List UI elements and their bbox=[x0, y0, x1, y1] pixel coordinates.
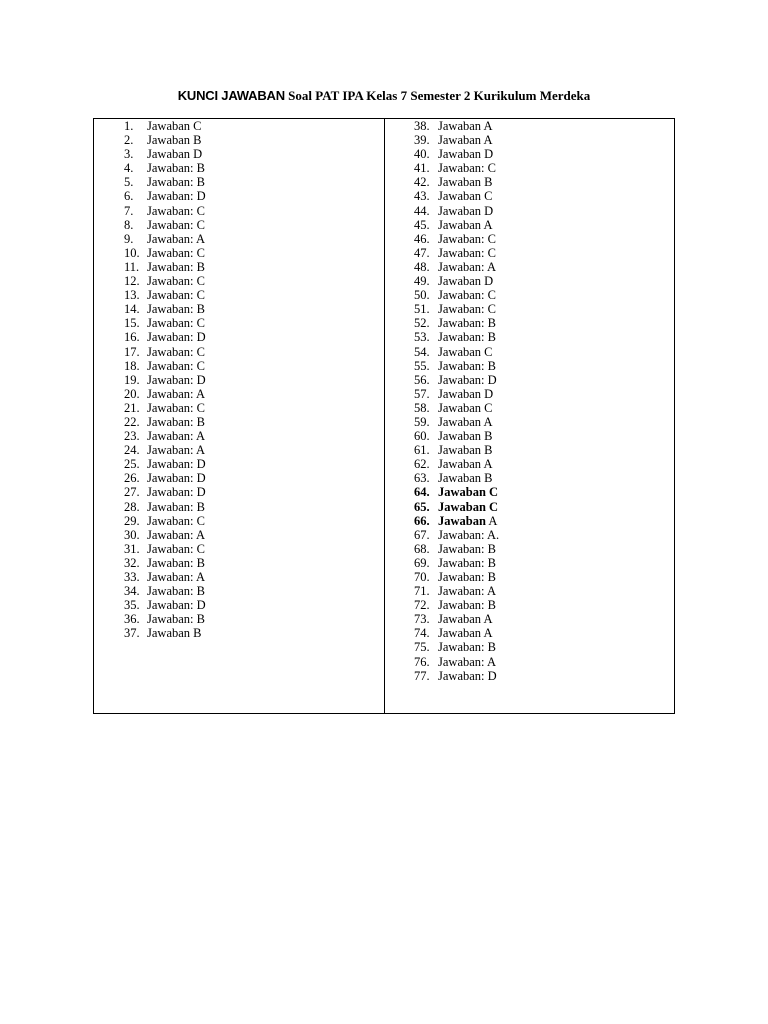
answer-text: Jawaban: B bbox=[438, 330, 496, 345]
answer-number: 60. bbox=[414, 429, 430, 444]
answer-number: 18. bbox=[124, 358, 140, 373]
answer-text: Jawaban C bbox=[438, 400, 493, 415]
answer-number: 77. bbox=[414, 668, 430, 683]
answer-text: Jawaban: C bbox=[147, 288, 205, 303]
answer-text: Jawaban: D bbox=[147, 372, 206, 387]
answer-text: Jawaban: B bbox=[147, 259, 205, 274]
answer-number: 64. bbox=[414, 485, 430, 500]
answer-text: Jawaban A bbox=[438, 119, 493, 133]
answer-number: 75. bbox=[414, 640, 430, 655]
answer-number: 46. bbox=[414, 231, 430, 246]
answer-text: Jawaban C bbox=[438, 499, 499, 514]
answer-number: 40. bbox=[414, 147, 430, 162]
answer-text: Jawaban: D bbox=[147, 598, 206, 613]
answer-number: 5. bbox=[124, 175, 134, 190]
answer-text: Jawaban: C bbox=[147, 400, 205, 415]
answer-number: 25. bbox=[124, 457, 140, 472]
answer-number: 41. bbox=[414, 161, 430, 176]
answer-text: Jawaban D bbox=[438, 147, 494, 162]
page-title bbox=[0, 88, 768, 104]
answer-text: Jawaban B bbox=[438, 175, 493, 190]
answer-text: Jawaban D bbox=[438, 386, 494, 401]
answer-text: Jawaban A bbox=[438, 626, 493, 641]
answer-number: 57. bbox=[414, 386, 430, 401]
answer-text: Jawaban A bbox=[438, 612, 493, 627]
answer-number: 23. bbox=[124, 429, 140, 444]
answer-text: Jawaban: C bbox=[147, 217, 205, 232]
answer-number: 2. bbox=[124, 133, 134, 148]
answer-number: 47. bbox=[414, 245, 430, 260]
answer-number: 34. bbox=[124, 584, 140, 599]
answer-text: Jawaban D bbox=[438, 203, 494, 218]
answer-number: 26. bbox=[124, 471, 140, 486]
answer-number: 61. bbox=[414, 443, 430, 458]
answer-number: 14. bbox=[124, 302, 140, 317]
answer-number: 73. bbox=[414, 612, 430, 627]
answer-text-bold: Jawaban bbox=[438, 513, 486, 528]
answer-text: Jawaban: A bbox=[438, 584, 496, 599]
answer-number: 55. bbox=[414, 358, 430, 373]
page-title-key: KUNCI JAWABAN bbox=[177, 88, 285, 103]
answer-number: 29. bbox=[124, 513, 140, 528]
answer-text: Jawaban: C bbox=[147, 245, 205, 260]
answer-text: Jawaban B bbox=[438, 471, 493, 486]
answer-text: Jawaban: B bbox=[438, 555, 496, 570]
answer-number: 53. bbox=[414, 330, 430, 345]
answer-number: 58. bbox=[414, 400, 430, 415]
answer-text: Jawaban: A. bbox=[438, 527, 500, 542]
answer-number: 72. bbox=[414, 598, 430, 613]
answer-number: 76. bbox=[414, 654, 430, 669]
answer-number: 50. bbox=[414, 288, 430, 303]
answer-number: 63. bbox=[414, 471, 430, 486]
answer-number: 3. bbox=[124, 147, 134, 162]
answer-text: Jawaban: C bbox=[438, 302, 496, 317]
answer-number: 38. bbox=[414, 119, 430, 133]
answer-number: 9. bbox=[124, 231, 134, 246]
answer-text: Jawaban A bbox=[438, 457, 493, 472]
answer-number: 11. bbox=[124, 259, 140, 274]
answer-number: 6. bbox=[124, 189, 134, 204]
answer-text: Jawaban A bbox=[438, 133, 493, 148]
answer-number: 30. bbox=[124, 527, 140, 542]
answer-number: 66. bbox=[414, 513, 430, 528]
answer-text-rest: A bbox=[485, 513, 498, 528]
answer-text: Jawaban: B bbox=[147, 612, 205, 627]
answer-text bbox=[438, 514, 497, 528]
answer-number: 10. bbox=[124, 245, 140, 260]
answer-number: 20. bbox=[124, 386, 140, 401]
answer-text: Jawaban: A bbox=[438, 259, 496, 274]
answer-text: Jawaban C bbox=[438, 485, 499, 500]
answer-number: 69. bbox=[414, 555, 430, 570]
answer-text: Jawaban: C bbox=[438, 245, 496, 260]
answer-text: Jawaban: B bbox=[147, 555, 205, 570]
answer-text: Jawaban C bbox=[438, 344, 493, 359]
answer-text: Jawaban: B bbox=[438, 640, 496, 655]
answer-number: 48. bbox=[414, 259, 430, 274]
answer-text: Jawaban B bbox=[147, 133, 202, 148]
answer-text: Jawaban: B bbox=[147, 302, 205, 317]
answer-text: Jawaban B bbox=[438, 443, 493, 458]
answer-text: Jawaban: D bbox=[147, 330, 206, 345]
answer-text: Jawaban A bbox=[438, 217, 493, 232]
answer-text: Jawaban: D bbox=[147, 189, 206, 204]
answer-number: 45. bbox=[414, 217, 430, 232]
answer-number: 37. bbox=[124, 626, 140, 641]
answer-number: 65. bbox=[414, 499, 430, 514]
answer-number: 36. bbox=[124, 612, 140, 627]
answer-text: Jawaban: C bbox=[147, 344, 205, 359]
answer-text: Jawaban: B bbox=[438, 598, 496, 613]
answer-text: Jawaban: B bbox=[147, 414, 205, 429]
answer-number: 4. bbox=[124, 161, 134, 176]
answer-number: 7. bbox=[124, 203, 134, 218]
answer-number: 74. bbox=[414, 626, 430, 641]
answer-text: Jawaban: C bbox=[147, 541, 205, 556]
answer-text: Jawaban: D bbox=[147, 471, 206, 486]
answer-number: 62. bbox=[414, 457, 430, 472]
answer-text: Jawaban: D bbox=[147, 457, 206, 472]
answer-key-table bbox=[93, 118, 675, 714]
answer-text: Jawaban: B bbox=[147, 175, 205, 190]
answer-number: 12. bbox=[124, 274, 140, 289]
answer-text: Jawaban C bbox=[147, 119, 202, 133]
answer-text: Jawaban: A bbox=[147, 386, 205, 401]
answer-text: Jawaban C bbox=[438, 189, 493, 204]
answer-number: 42. bbox=[414, 175, 430, 190]
answer-text: Jawaban: C bbox=[438, 161, 496, 176]
answer-text: Jawaban: C bbox=[147, 203, 205, 218]
answer-text: Jawaban A bbox=[438, 414, 493, 429]
answer-text: Jawaban: B bbox=[438, 570, 496, 584]
answer-text: Jawaban D bbox=[438, 274, 494, 289]
answer-text: Jawaban: C bbox=[147, 513, 205, 528]
answer-number: 35. bbox=[124, 598, 140, 613]
answer-number: 24. bbox=[124, 443, 140, 458]
answer-text: Jawaban B bbox=[147, 626, 202, 641]
answer-number: 31. bbox=[124, 541, 140, 556]
answer-number: 16. bbox=[124, 330, 140, 345]
answer-number: 33. bbox=[124, 570, 140, 584]
answer-number: 21. bbox=[124, 400, 140, 415]
answer-text: Jawaban B bbox=[438, 429, 493, 444]
answer-text: Jawaban: B bbox=[438, 358, 496, 373]
answer-text: Jawaban: A bbox=[147, 527, 205, 542]
answer-number: 19. bbox=[124, 372, 140, 387]
answer-number: 1. bbox=[124, 119, 134, 133]
answer-number: 28. bbox=[124, 499, 140, 514]
answer-text: Jawaban: C bbox=[147, 316, 205, 331]
answer-text: Jawaban: B bbox=[147, 499, 205, 514]
answer-number: 71. bbox=[414, 584, 430, 599]
answer-number: 17. bbox=[124, 344, 140, 359]
page-title-rest: Soal PAT IPA Kelas 7 Semester 2 Kurikulum Merdeka bbox=[284, 88, 591, 103]
answer-column-right bbox=[385, 119, 674, 713]
answer-text: Jawaban: D bbox=[147, 485, 206, 500]
answer-number: 70. bbox=[414, 570, 430, 584]
answer-number: 68. bbox=[414, 541, 430, 556]
answer-number: 56. bbox=[414, 372, 430, 387]
answer-number: 8. bbox=[124, 217, 134, 232]
answer-text: Jawaban: D bbox=[438, 372, 497, 387]
answer-number: 54. bbox=[414, 344, 430, 359]
answer-text: Jawaban: D bbox=[438, 668, 497, 683]
answer-text: Jawaban: B bbox=[438, 541, 496, 556]
answer-text: Jawaban D bbox=[147, 147, 203, 162]
answer-number: 49. bbox=[414, 274, 430, 289]
answer-text: Jawaban: B bbox=[438, 316, 496, 331]
answer-text: Jawaban: A bbox=[147, 570, 205, 584]
answer-number: 39. bbox=[414, 133, 430, 148]
answer-text: Jawaban: A bbox=[438, 654, 496, 669]
answer-text: Jawaban: C bbox=[438, 231, 496, 246]
answer-text: Jawaban: B bbox=[147, 584, 205, 599]
answer-number: 15. bbox=[124, 316, 140, 331]
answer-column-left bbox=[94, 119, 385, 713]
answer-text: Jawaban: C bbox=[438, 288, 496, 303]
answer-text: Jawaban: B bbox=[147, 161, 205, 176]
answer-number: 52. bbox=[414, 316, 430, 331]
answer-text: Jawaban: C bbox=[147, 358, 205, 373]
answer-number: 44. bbox=[414, 203, 430, 218]
answer-text: Jawaban: A bbox=[147, 443, 205, 458]
answer-text: Jawaban: C bbox=[147, 274, 205, 289]
answer-number: 27. bbox=[124, 485, 140, 500]
answer-number: 67. bbox=[414, 527, 430, 542]
answer-number: 22. bbox=[124, 414, 140, 429]
answer-text: Jawaban: A bbox=[147, 429, 205, 444]
answer-number: 13. bbox=[124, 288, 140, 303]
answer-number: 59. bbox=[414, 414, 430, 429]
answer-number: 43. bbox=[414, 189, 430, 204]
answer-number: 32. bbox=[124, 555, 140, 570]
answer-number: 51. bbox=[414, 302, 430, 317]
answer-text: Jawaban: A bbox=[147, 231, 205, 246]
